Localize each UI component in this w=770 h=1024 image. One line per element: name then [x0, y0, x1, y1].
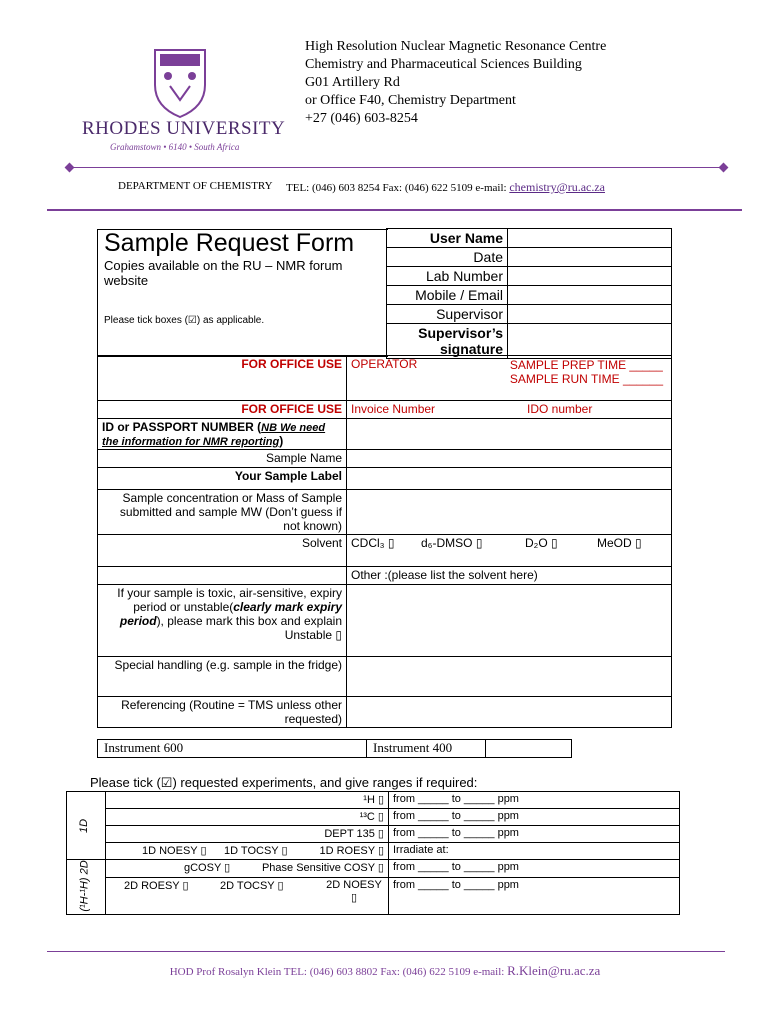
- special-handling-input[interactable]: [347, 657, 672, 697]
- exp-13c-range[interactable]: from _____ to _____ ppm: [389, 809, 680, 826]
- operator-label: OPERATOR: [351, 357, 418, 371]
- field-label: Date: [387, 248, 508, 267]
- field-label: Supervisor: [387, 305, 508, 324]
- sample-name-input[interactable]: [347, 450, 672, 468]
- solvent-label: Solvent: [98, 535, 347, 567]
- instrument-400-label[interactable]: Instrument 400: [366, 740, 486, 757]
- exp-phase-cosy-checkbox[interactable]: Phase Sensitive COSY ▯: [261, 862, 384, 874]
- id-text: ID or PASSPORT NUMBER (: [102, 420, 262, 434]
- exp-1d-roesy-checkbox[interactable]: 1D ROESY ▯: [319, 845, 384, 857]
- field-label: Lab Number: [387, 267, 508, 286]
- other-solvent-input[interactable]: Other :(please list the solvent here): [347, 567, 672, 585]
- sample-label-input[interactable]: [347, 468, 672, 490]
- instrument-row: [97, 739, 572, 758]
- toxic-text: If your sample is toxic, air-sensitive, expiry period or unstable(: [117, 586, 342, 614]
- footer: [0, 963, 770, 979]
- sample-label-label: Your Sample Label: [98, 468, 347, 490]
- toxic-input[interactable]: [347, 585, 672, 657]
- group-2d-label: (¹H-¹H) 2D: [78, 860, 91, 912]
- exp-2d-tocsy-checkbox[interactable]: 2D TOCSY ▯: [220, 879, 284, 892]
- exp-1h-range[interactable]: from _____ to _____ ppm: [389, 792, 680, 809]
- ido-label: IDO number: [527, 402, 593, 416]
- irradiate-field[interactable]: Irradiate at:: [389, 843, 680, 860]
- mobile-email-input[interactable]: [508, 286, 672, 305]
- signature-input[interactable]: [508, 324, 672, 359]
- run-time-label: SAMPLE RUN TIME ______: [509, 372, 663, 386]
- id-note: NB We need the information for NMR reporting: [102, 422, 326, 448]
- row-2d-a: [106, 860, 389, 878]
- concentration-input[interactable]: [347, 490, 672, 535]
- referencing-label: Referencing (Routine = TMS unless other requested): [98, 697, 347, 728]
- footer-text: HOD Prof Rosalyn Klein TEL: (046) 603 8802 Fax: (046) 622 5109 e-mail:: [169, 966, 508, 978]
- group-2d: [67, 860, 106, 915]
- university-name: RHODES UNIVERSITY: [82, 118, 286, 139]
- instrument-600-label[interactable]: Instrument 600: [104, 740, 184, 755]
- footer-divider: [47, 951, 725, 952]
- row-2d-b: [106, 877, 389, 914]
- office-use-label: FOR OFFICE USE: [98, 356, 347, 401]
- divider-diamond: [719, 163, 729, 173]
- user-name-input[interactable]: [508, 229, 672, 248]
- experiments-heading: Please tick (☑) requested experiments, and give ranges if required:: [90, 775, 478, 790]
- contact-text: TEL: (046) 603 8254 Fax: (046) 622 5109 e-mail:: [286, 182, 510, 194]
- group-1d: [67, 792, 106, 860]
- address-line: Chemistry and Pharmaceutical Sciences Building: [305, 57, 582, 72]
- form-title: Sample Request Form: [104, 229, 355, 257]
- supervisor-input[interactable]: [508, 305, 672, 324]
- toxic-text-end: ), please mark this box and explain: [156, 614, 342, 628]
- solvent-dmso-checkbox[interactable]: d₆-DMSO ▯: [421, 536, 483, 550]
- copies-note: Copies available on the RU – NMR forum website: [104, 258, 343, 288]
- address-line: G01 Artillery Rd: [305, 75, 400, 90]
- sample-name-label: Sample Name: [98, 450, 347, 468]
- id-passport-input[interactable]: [347, 419, 672, 450]
- email-link[interactable]: chemistry@ru.ac.za: [509, 180, 605, 194]
- exp-13c-checkbox[interactable]: ¹³C ▯: [106, 809, 389, 826]
- noesy-row: [106, 843, 389, 860]
- solvent-d2o-checkbox[interactable]: D₂O ▯: [525, 536, 558, 550]
- exp-1d-tocsy-checkbox[interactable]: 1D TOCSY ▯: [224, 845, 288, 857]
- id-passport-label: [98, 419, 347, 450]
- sample-table: [97, 355, 672, 728]
- user-info-table: [386, 228, 672, 359]
- group-1d-label: 1D: [78, 818, 91, 834]
- invoice-label: Invoice Number: [351, 402, 436, 416]
- exp-2d-range-a[interactable]: from _____ to _____ ppm: [389, 860, 680, 878]
- office-use-label: FOR OFFICE USE: [98, 401, 347, 419]
- solvent-cdcl3-checkbox[interactable]: CDCl₃ ▯: [351, 536, 395, 550]
- toxic-label: [98, 585, 347, 657]
- footer-email[interactable]: R.Klein@ru.ac.za: [507, 963, 601, 978]
- exp-2d-noesy-checkbox[interactable]: 2D NOESY ▯: [326, 878, 382, 904]
- address-line: or Office F40, Chemistry Department: [305, 93, 516, 108]
- unstable-checkbox[interactable]: Unstable ▯: [284, 628, 342, 642]
- field-label: Mobile / Email: [387, 286, 508, 305]
- invoice-cell[interactable]: [347, 401, 672, 419]
- id-close: ): [279, 434, 284, 448]
- address-line: +27 (046) 603-8254: [305, 111, 418, 126]
- experiments-table: [66, 791, 680, 915]
- tick-note: Please tick boxes (☑) as applicable.: [104, 315, 265, 326]
- header-divider: [70, 167, 725, 168]
- special-handling-label: Special handling (e.g. sample in the fridge): [98, 657, 347, 697]
- lab-number-input[interactable]: [508, 267, 672, 286]
- toxic-emphasis: clearly mark expiry period: [119, 600, 342, 628]
- divider-diamond: [65, 163, 75, 173]
- exp-dept-range[interactable]: from _____ to _____ ppm: [389, 826, 680, 843]
- date-input[interactable]: [508, 248, 672, 267]
- field-label: User Name: [387, 229, 508, 248]
- prep-time-label: SAMPLE PREP TIME _____: [509, 358, 663, 372]
- exp-gcosy-checkbox[interactable]: gCOSY ▯: [184, 862, 231, 874]
- concentration-label: Sample concentration or Mass of Sample submitted and sample MW (Don’t guess if not known): [98, 490, 347, 535]
- university-tagline: Grahamstown • 6140 • South Africa: [110, 142, 240, 152]
- address-block: [305, 38, 606, 128]
- solvent-options: [347, 535, 672, 567]
- exp-1d-noesy-checkbox[interactable]: 1D NOESY ▯: [142, 845, 207, 857]
- exp-dept-checkbox[interactable]: DEPT 135 ▯: [106, 826, 389, 843]
- referencing-input[interactable]: [347, 697, 672, 728]
- address-line: High Resolution Nuclear Magnetic Resonance Centre: [305, 39, 607, 54]
- section-divider: [47, 209, 742, 211]
- exp-1h-checkbox[interactable]: ¹H ▯: [106, 792, 389, 809]
- operator-cell[interactable]: [347, 356, 672, 401]
- field-label: Supervisor’s signature: [387, 324, 508, 359]
- exp-2d-roesy-checkbox[interactable]: 2D ROESY ▯: [124, 879, 189, 892]
- department-label: DEPARTMENT OF CHEMISTRY: [118, 180, 273, 192]
- exp-2d-range-b[interactable]: from _____ to _____ ppm: [389, 877, 680, 914]
- solvent-meod-checkbox[interactable]: MeOD ▯: [597, 536, 642, 550]
- contact-line: [286, 180, 605, 195]
